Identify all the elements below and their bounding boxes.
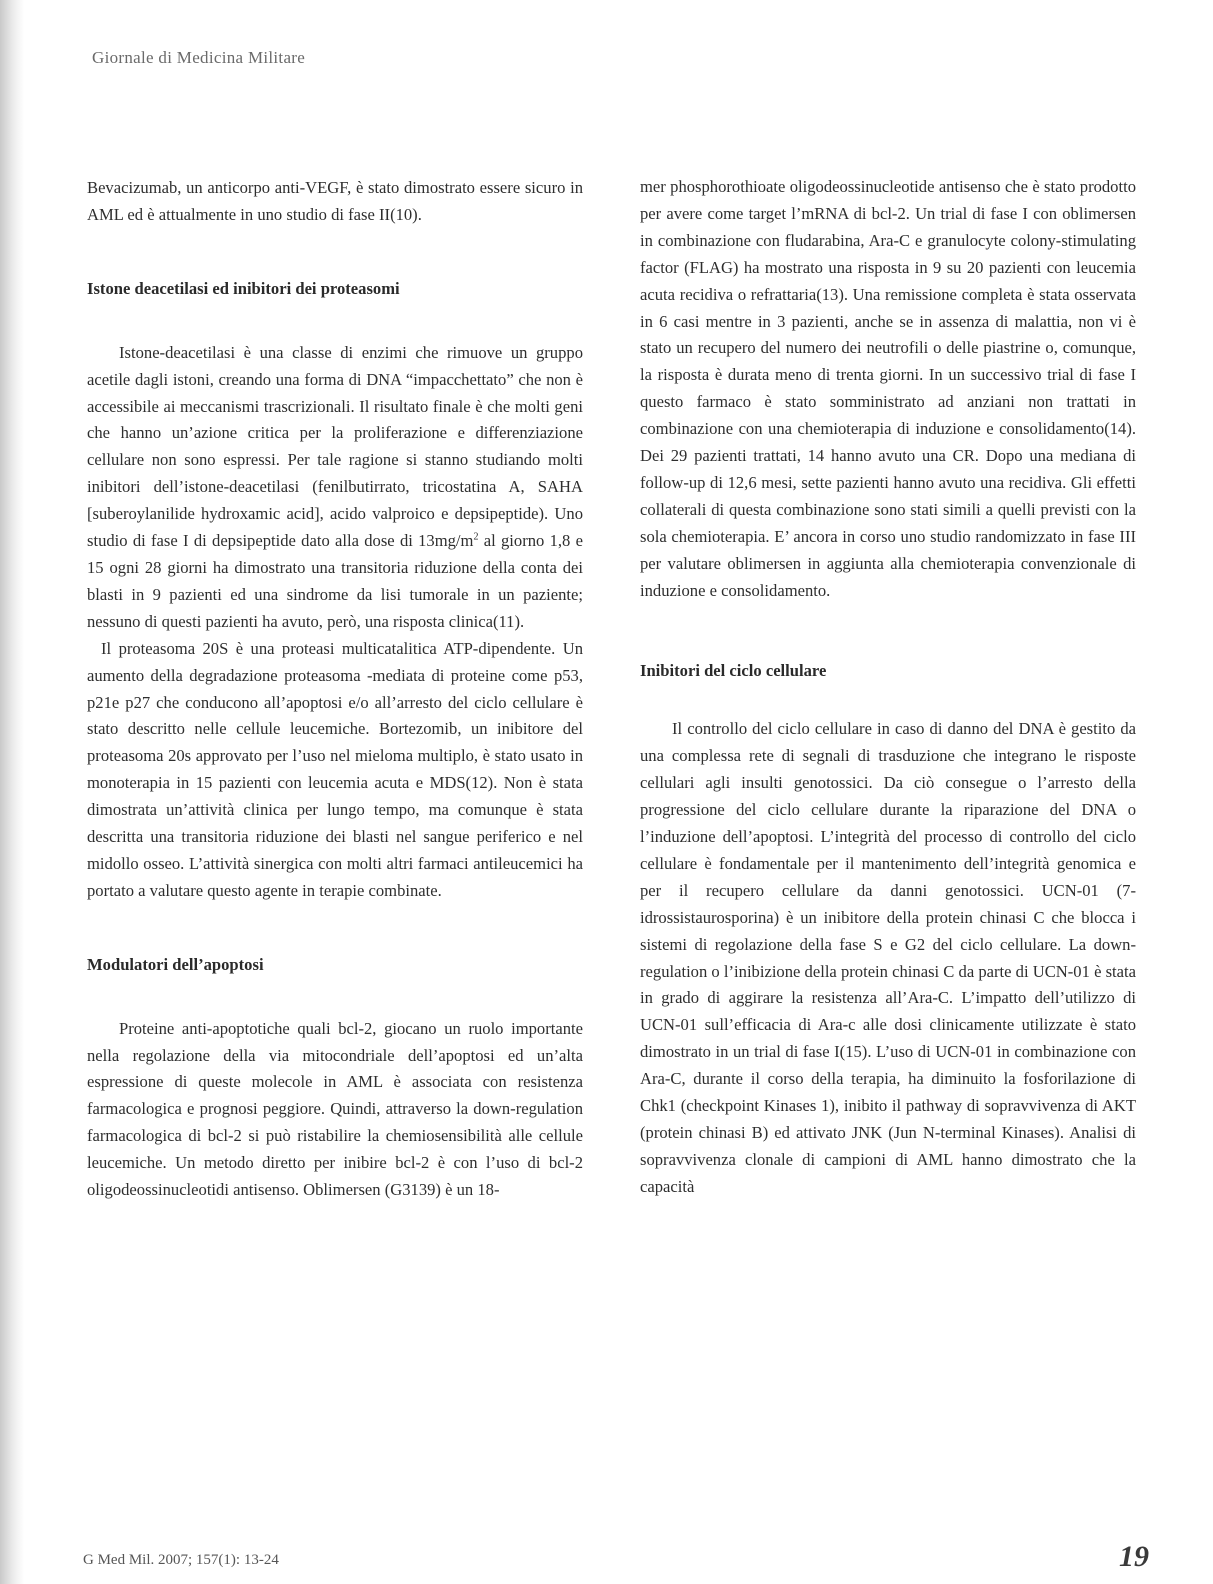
heading-inibitori-ciclo: Inibitori del ciclo cellulare: [640, 660, 827, 680]
page-gutter-shadow: [0, 0, 24, 1584]
right-column: [640, 174, 1136, 1201]
paragraph-apoptosi: Proteine anti-apoptotiche quali bcl-2, giocano un ruolo importante nella regolazione della via mitocondriale dell’apoptosi ed un’alta espressione di queste molecole in AML è associata con resistenza farmacologica e prognosi peggiore. Quindi, attraverso la down-regulation farmacologica di bcl-2 si può ristabilire la chemiosensibilità alle cellule leucemiche. Un metodo diretto per inibire bcl-2 è con l’uso di bcl-2 oligodeossinucleotidi antisenso. Oblimersen (G3139) è un 18-: [87, 1018, 583, 1200]
paragraph-istone-deacetilasi: [87, 340, 583, 636]
heading-istone-deacetilasi: Istone deacetilasi ed inibitori dei proteasomi: [87, 278, 400, 298]
paragraph-istone-text-b: al giorno 1,8 e 15 ogni 28 giorni ha dimostrato una transitoria riduzione della conta dei blasti in 9 pazienti ed una sindrome da lisi tumorale in un paziente; nessuno di questi pazienti ha avuto, però, una risposta clinica(11).: [87, 531, 583, 631]
superscript-squared: 2: [473, 531, 479, 543]
paragraph-ciclo-cellulare: Il controllo del ciclo cellulare in caso di danno del DNA è gestito da una complessa rete di segnali di trasduzione che integrano le risposte cellulari agli insulti genotossici. Da ciò consegue o l’arresto della progressione del ciclo cellulare durante la riparazione del DNA o l’induzione dell’apoptosi. L’integrità del processo di controllo del ciclo cellulare è fondamentale per il mantenimento dell’integrità genomica e per il recupero cellulare da danni genotossici. UCN-01 (7-idrossistaurosporina) è un inibitore della protein chinasi C che blocca i sistemi di regolazione della fase S e G2 del ciclo cellulare. La down-regulation o l’inibizione della protein chinasi C da parte di UCN-01 è stata in grado di aggirare la resistenza all’Ara-C. L’impatto dell’utilizzo di UCN-01 sull’efficacia di Ara-c alle dosi clinicamente utilizzate è stato dimostrato in un trial di fase I(15). L’uso di UCN-01 in combinazione con Ara-C, durante il corso della terapia, ha diminuito la fosforilazione di Chk1 (checkpoint Kinases 1), inibito il pathway di sopravvivenza di AKT (protein chinasi B) ed attivato JNK (Jun N-terminal Kinases). Analisi di sopravvivenza clonale di campioni di AML hanno dimostrato che la capacità: [640, 719, 1136, 1196]
paragraph-istone-text-a: Istone-deacetilasi è una classe di enzimi che rimuove un gruppo acetile dagli istoni, creando una forma di DNA “impacchettato” che non è accessibile ai meccanismi trascrizionali. Il risultato finale è che molti geni che hanno un’azione critica per la proliferazione e differenziazione cellulare non sono espressi. Per tale ragione si stanno studiando molti inibitori dell’istone-deacetilasi (fenilbutirrato, tricostatina A, SAHA [suberoylanilide hydroxamic acid], acido valproico e depsipeptide). Uno studio di fase I di depsipeptide dato alla dose di 13mg/m: [87, 342, 583, 551]
footer-citation: G Med Mil. 2007; 157(1): 13-24: [83, 1552, 279, 1568]
left-column: [87, 175, 583, 1204]
running-header: Giornale di Medicina Militare: [92, 48, 306, 67]
paragraph-bevacizumab: Bevacizumab, un anticorpo anti-VEGF, è stato dimostrato essere sicuro in AML ed è attualmente in uno studio di fase II(10).: [87, 178, 583, 224]
paragraph-proteasoma: Il proteasoma 20S è una proteasi multicatalitica ATP-dipendente. Un aumento della degradazione proteasoma -mediata di proteine come p53, p21e p27 che conducono all’apoptosi e/o all’arresto del ciclo cellulare è stato descritto nelle cellule leucemiche. Bortezomib, un inibitore del proteasoma 20s approvato per l’uso nel mieloma multiplo, è stato usato in monoterapia in 15 pazienti con leucemia acuta e MDS(12). Non è stata dimostrata un’attività clinica per lungo tempo, ma comunque è stata descritta una transitoria riduzione dei blasti nel sangue periferico e nel midollo osseo. L’attività sinergica con molti altri farmaci antileucemici ha portato a valutare questo agente in terapie combinate.: [87, 638, 583, 900]
paragraph-oblimersen: mer phosphorothioate oligodeossinucleotide antisenso che è stato prodotto per avere come target l’mRNA di bcl-2. Un trial di fase I con oblimersen in combinazione con fludarabina, Ara-C e granulocyte colony-stimulating factor (FLAG) ha mostrato una risposta in 9 su 20 pazienti con leucemia acuta recidiva o refrattaria(13). Una remissione completa è stata osservata in 6 casi mentre in 3 pazienti, anche se in assenza di malattia, non vi è stato un recupero del numero dei neutrofili o delle piastrine o, comunque, la risposta è durata meno di trenta giorni. In un successivo trial di fase I questo farmaco è stato somministrato ad anziani non trattati in combinazione con una chemioterapia di induzione e consolidamento(14). Dei 29 pazienti trattati, 14 hanno avuto una CR. Dopo una mediana di follow-up di 12,6 mesi, sette pazienti hanno avuto una recidiva. Gli effetti collaterali di questa combinazione sono stati simili a quelli previsti con la sola chemioterapia. E’ ancora in corso uno studio randomizzato in fase III per valutare oblimersen in aggiunta alla chemioterapia convenzionale di induzione e consolidamento.: [640, 177, 1136, 600]
heading-modulatori-apoptosi: Modulatori dell’apoptosi: [87, 954, 264, 974]
page-number: 19: [1119, 1540, 1149, 1573]
